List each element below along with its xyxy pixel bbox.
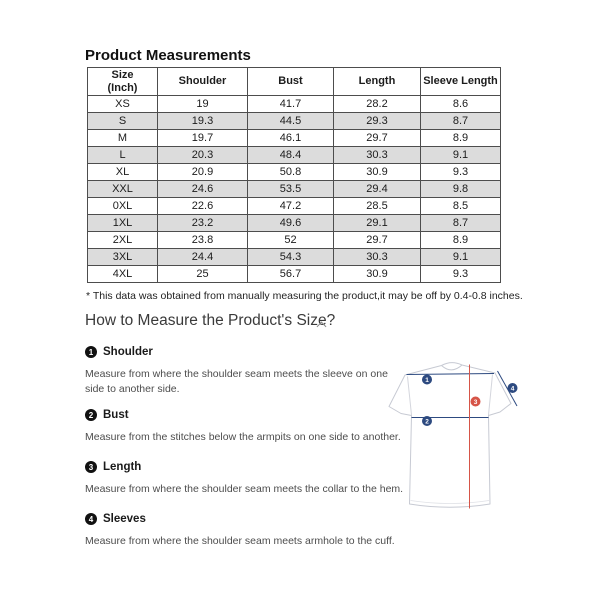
- cell-length: 29.7: [334, 232, 421, 249]
- measure-section-length: [85, 461, 403, 497]
- measure-section-sleeves: [85, 513, 395, 549]
- cell-sleeve-length: 8.5: [421, 198, 501, 215]
- measurements-table: [87, 67, 501, 283]
- svg-text:4: 4: [510, 385, 515, 393]
- cell-size: XS: [88, 96, 158, 113]
- cell-size: XL: [88, 164, 158, 181]
- cell-shoulder: 22.6: [158, 198, 248, 215]
- marker-3-length: [471, 397, 481, 407]
- table-row: [88, 215, 501, 232]
- measure-section-bust: [85, 409, 401, 445]
- cell-bust: 49.6: [248, 215, 334, 232]
- section-description: Measure from where the shoulder seam meets the collar to the hem.: [85, 483, 404, 495]
- cell-bust: 47.2: [248, 198, 334, 215]
- cell-sleeve-length: 8.7: [421, 113, 501, 130]
- cell-size: 4XL: [88, 266, 158, 283]
- svg-text:2: 2: [425, 418, 429, 426]
- cell-length: 30.9: [334, 266, 421, 283]
- cell-bust: 44.5: [248, 113, 334, 130]
- cell-length: 30.9: [334, 164, 421, 181]
- table-footnote: * This data was obtained from manually measuring the product,it may be off by 0.4-0.8 inches.: [86, 290, 523, 302]
- col-header-bust: Bust: [248, 68, 334, 96]
- cell-shoulder: 23.8: [158, 232, 248, 249]
- col-header-size-line1: Size: [111, 68, 134, 81]
- cell-length: 29.4: [334, 181, 421, 198]
- svg-text:3: 3: [473, 399, 478, 406]
- cell-shoulder: 20.9: [158, 164, 248, 181]
- cell-sleeve-length: 8.7: [421, 215, 501, 232]
- cell-size: 0XL: [88, 198, 158, 215]
- cell-shoulder: 25: [158, 266, 248, 283]
- cell-bust: 46.1: [248, 130, 334, 147]
- table-row: [88, 249, 501, 266]
- cell-size: M: [88, 130, 158, 147]
- cell-length: 29.3: [334, 113, 421, 130]
- col-header-size: [88, 68, 158, 96]
- col-header-sleeve-length: Sleeve Length: [421, 68, 501, 96]
- cell-shoulder: 19.3: [158, 113, 248, 130]
- step-3-badge-icon: 3: [85, 461, 97, 473]
- marker-1-shoulder: [422, 375, 432, 385]
- section-label: Sleeves: [103, 513, 146, 525]
- cell-sleeve-length: 8.9: [421, 232, 501, 249]
- cell-sleeve-length: 8.6: [421, 96, 501, 113]
- cell-bust: 41.7: [248, 96, 334, 113]
- cell-length: 29.7: [334, 130, 421, 147]
- cell-bust: 53.5: [248, 181, 334, 198]
- section-label: Bust: [103, 409, 129, 421]
- cell-length: 28.2: [334, 96, 421, 113]
- cell-sleeve-length: 9.3: [421, 164, 501, 181]
- cell-bust: 54.3: [248, 249, 334, 266]
- how-to-measure-heading: How to Measure the Product's Size?: [85, 312, 336, 329]
- cell-shoulder: 23.2: [158, 215, 248, 232]
- col-header-size-line2: (Inch): [107, 81, 138, 94]
- tshirt-icon: [380, 345, 540, 515]
- cell-sleeve-length: 9.3: [421, 266, 501, 283]
- section-description: Measure from where the shoulder seam meets armhole to the cuff.: [85, 535, 395, 547]
- marker-4-sleeves: [508, 383, 518, 393]
- cell-sleeve-length: 9.8: [421, 181, 501, 198]
- table-row: [88, 164, 501, 181]
- table-header-row: [88, 68, 501, 96]
- cell-length: 29.1: [334, 215, 421, 232]
- cell-bust: 56.7: [248, 266, 334, 283]
- table-row: [88, 130, 501, 147]
- cell-shoulder: 24.6: [158, 181, 248, 198]
- step-4-badge-icon: 4: [85, 513, 97, 525]
- marker-2-bust: [422, 416, 432, 426]
- col-header-shoulder: Shoulder: [158, 68, 248, 96]
- cell-shoulder: 24.4: [158, 249, 248, 266]
- cell-bust: 50.8: [248, 164, 334, 181]
- table-row: [88, 113, 501, 130]
- cell-shoulder: 20.3: [158, 147, 248, 164]
- cell-sleeve-length: 9.1: [421, 249, 501, 266]
- section-label: Length: [103, 461, 142, 473]
- cell-size: XXL: [88, 181, 158, 198]
- measure-section-shoulder: [85, 346, 407, 397]
- table-row: [88, 198, 501, 215]
- cell-size: 2XL: [88, 232, 158, 249]
- cell-bust: 52: [248, 232, 334, 249]
- cell-bust: 48.4: [248, 147, 334, 164]
- section-description: Measure from where the shoulder seam meets the sleeve on one side to another side.: [85, 368, 388, 396]
- svg-text:1: 1: [425, 377, 429, 384]
- shoulder-measure-line: [407, 374, 495, 375]
- cell-size: 1XL: [88, 215, 158, 232]
- cell-size: L: [88, 147, 158, 164]
- col-header-length: Length: [334, 68, 421, 96]
- table-row: [88, 181, 501, 198]
- cell-length: 28.5: [334, 198, 421, 215]
- step-2-badge-icon: 2: [85, 409, 97, 421]
- section-label: Shoulder: [103, 346, 153, 358]
- cell-shoulder: 19.7: [158, 130, 248, 147]
- cell-length: 30.3: [334, 147, 421, 164]
- cell-size: S: [88, 113, 158, 130]
- cell-sleeve-length: 9.1: [421, 147, 501, 164]
- cell-size: 3XL: [88, 249, 158, 266]
- cell-length: 30.3: [334, 249, 421, 266]
- step-1-badge-icon: 1: [85, 346, 97, 358]
- table-row: [88, 266, 501, 283]
- section-description: Measure from the stitches below the armpits on one side to another.: [85, 431, 401, 443]
- cell-sleeve-length: 8.9: [421, 130, 501, 147]
- table-row: [88, 96, 501, 113]
- table-row: [88, 232, 501, 249]
- cell-shoulder: 19: [158, 96, 248, 113]
- tshirt-measurement-diagram: [380, 345, 540, 515]
- page-title: Product Measurements: [85, 47, 251, 64]
- table-row: [88, 147, 501, 164]
